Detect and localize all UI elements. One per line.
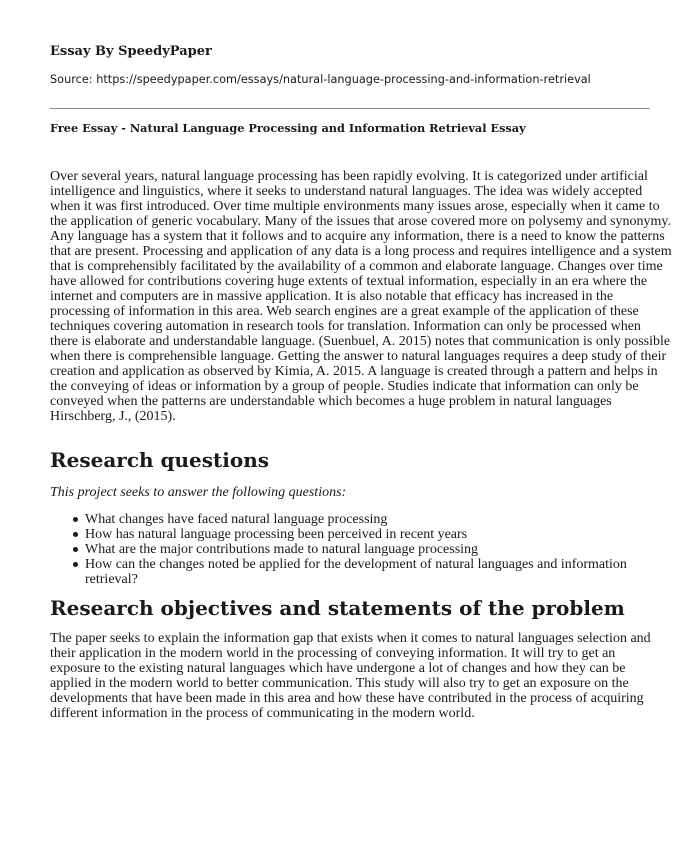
- list-item: [50, 512, 650, 527]
- bullet-icon: [73, 547, 78, 552]
- list-item: [50, 542, 650, 557]
- essay-title: Free Essay - Natural Language Processing and Information Retrieval Essay: [50, 121, 526, 135]
- list-item: [50, 557, 650, 587]
- intro-paragraph: Over several years, natural language processing has been rapidly evolving. It is categorized under artificial intelligence and linguistics, where it seeks to understand natural languages. The idea was widely accepted when it was first introduced. Over time multiple environments many issues arose, especially when it came to the application of generic vocabulary. Many of the issues that arose covered more on polysemy and synonymy. Any language has a system that it follows and to acquire any information, there is a need to know the patterns that are present. Processing and application of any data is a long process and requires intelligence and a system that is comprehensibly facilitated by the availability of a common and elaborate language. Changes over time have allowed for contributions covering huge extents of textual information, especially in an era where the internet and computers are in massive application. It is also notable that efficacy has increased in the processing of information in this area. Web search engines are a great example of the application of these techniques covering automation in research tools for translation. Information can only be processed when there is elaborate and understandable language. (Suenbuel, A. 2015) notes that communication is only possible when there is comprehensible language. Getting the answer to natural languages requires a deep study of their creation and application as observed by Kimia, A. 2015. A language is created through a pattern and helps in the conveying of ideas or information by a group of people. Studies indicate that information can only be conveyed when the patterns are understandable which becomes a huge problem in natural languages Hirschberg, J., (2015).: [50, 169, 672, 424]
- research-questions-heading: Research questions: [50, 448, 269, 472]
- bullet-icon: [73, 562, 78, 567]
- research-questions-list: [50, 512, 650, 587]
- site-brand: Essay By SpeedyPaper: [50, 44, 212, 59]
- research-questions-lede: This project seeks to answer the following questions:: [50, 485, 347, 500]
- bullet-icon: [73, 517, 78, 522]
- list-item: [50, 527, 650, 542]
- list-item-text: What changes have faced natural language processing: [85, 512, 388, 527]
- objectives-heading: Research objectives and statements of the problem: [50, 596, 625, 620]
- source-link[interactable]: Source: https://speedypaper.com/essays/natural-language-processing-and-information-retrieval: [50, 73, 591, 86]
- objectives-paragraph: The paper seeks to explain the information gap that exists when it comes to natural languages selection and their application in the modern world in the processing of conveying information. It will try to get an exposure to the existing natural languages which have undergone a lot of changes and how they can be applied in the modern world to better communication. This study will also try to get an exposure on the developments that have been made in this area and how these have contributed in the process of acquiring different information in the process of communicating in the modern world.: [50, 631, 651, 721]
- list-item-text: How can the changes noted be applied for the development of natural languages and information retrieval?: [85, 557, 627, 587]
- header-divider: [50, 108, 650, 109]
- bullet-icon: [73, 532, 78, 537]
- list-item-text: What are the major contributions made to natural language processing: [85, 542, 479, 557]
- list-item-text: How has natural language processing been perceived in recent years: [85, 527, 468, 542]
